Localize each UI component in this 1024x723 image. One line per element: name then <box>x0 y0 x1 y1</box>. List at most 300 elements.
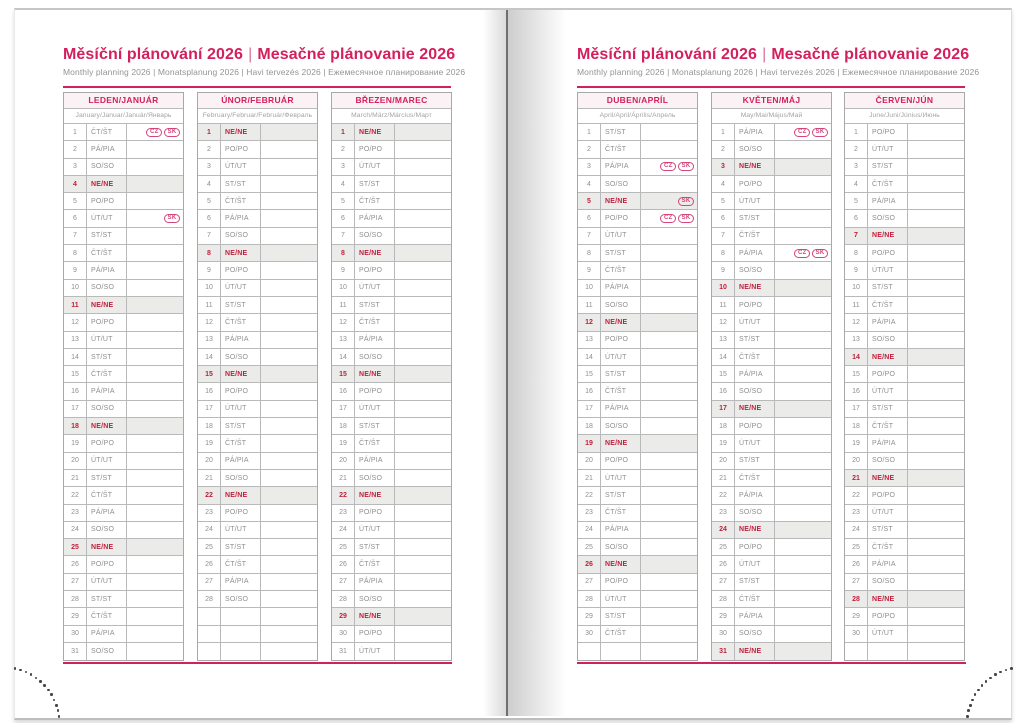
day-row-january-2 <box>64 141 183 158</box>
day-row-april-7 <box>578 228 697 245</box>
day-number: 19 <box>712 435 735 451</box>
day-row-may-17 <box>712 401 831 418</box>
day-row-february-21 <box>198 470 317 487</box>
day-name: ČT/ŠT <box>221 556 261 572</box>
day-name: ČT/ŠT <box>87 487 127 503</box>
day-number: 23 <box>198 505 221 521</box>
notes-cell <box>641 556 697 572</box>
perforation-dot <box>58 715 61 718</box>
day-name: NE/NE <box>221 245 261 261</box>
day-row-march-11 <box>332 297 451 314</box>
day-row-april-28 <box>578 591 697 608</box>
day-name: SO/SO <box>868 453 908 469</box>
day-row-february-15 <box>198 366 317 383</box>
day-number: 20 <box>712 453 735 469</box>
month-table-february <box>197 92 318 661</box>
day-number: 9 <box>64 262 87 278</box>
day-number: 29 <box>578 608 601 624</box>
day-number: 15 <box>712 366 735 382</box>
notes-cell <box>641 262 697 278</box>
day-number: 11 <box>332 297 355 313</box>
page-title <box>63 46 456 64</box>
notes-cell <box>261 470 317 486</box>
notes-cell <box>775 366 831 382</box>
day-name: PÁ/PIA <box>87 383 127 399</box>
day-number: 25 <box>712 539 735 555</box>
day-number: 12 <box>712 314 735 330</box>
day-number: 7 <box>578 228 601 244</box>
day-number: 16 <box>64 383 87 399</box>
day-name: PÁ/PIA <box>868 193 908 209</box>
day-row-april-2 <box>578 141 697 158</box>
day-row-empty <box>198 643 317 660</box>
day-name: ÚT/UT <box>868 262 908 278</box>
day-row-april-6 <box>578 210 697 227</box>
day-row-february-14 <box>198 349 317 366</box>
day-name: ČT/ŠT <box>601 141 641 157</box>
day-row-march-8 <box>332 245 451 262</box>
day-number: 4 <box>845 176 868 192</box>
day-row-february-19 <box>198 435 317 452</box>
day-number: 5 <box>332 193 355 209</box>
notes-cell <box>395 626 451 642</box>
day-row-march-10 <box>332 280 451 297</box>
notes-cell <box>775 349 831 365</box>
day-row-january-6 <box>64 210 183 227</box>
notes-cell <box>261 349 317 365</box>
day-number: 28 <box>845 591 868 607</box>
day-number: 2 <box>332 141 355 157</box>
day-number: 15 <box>845 366 868 382</box>
day-name: SO/SO <box>735 626 775 642</box>
day-name: PÁ/PIA <box>221 210 261 226</box>
day-number: 4 <box>578 176 601 192</box>
day-number: 1 <box>578 124 601 140</box>
day-row-april-22 <box>578 487 697 504</box>
day-name: PO/PO <box>221 383 261 399</box>
day-number: 6 <box>578 210 601 226</box>
notes-cell <box>261 505 317 521</box>
day-name: PÁ/PIA <box>735 487 775 503</box>
day-row-january-16 <box>64 383 183 400</box>
day-row-april-25 <box>578 539 697 556</box>
day-row-february-16 <box>198 383 317 400</box>
title-czech: Měsíční plánování 2026 <box>577 46 758 63</box>
day-row-empty <box>578 643 697 660</box>
page-right <box>507 10 1011 716</box>
day-name: ČT/ŠT <box>735 591 775 607</box>
day-name: ST/ST <box>601 487 641 503</box>
title-rule <box>63 86 451 88</box>
day-name: PÁ/PIA <box>221 332 261 348</box>
day-number: 8 <box>198 245 221 261</box>
day-number: 2 <box>712 141 735 157</box>
day-row-january-3 <box>64 159 183 176</box>
day-row-june-6 <box>845 210 964 227</box>
day-name: PO/PO <box>355 626 395 642</box>
day-number: 27 <box>332 574 355 590</box>
day-number: 12 <box>845 314 868 330</box>
day-name: PÁ/PIA <box>355 210 395 226</box>
notes-cell <box>775 141 831 157</box>
day-number: 18 <box>578 418 601 434</box>
day-name: ST/ST <box>355 418 395 434</box>
day-name: PÁ/PIA <box>735 124 775 140</box>
notes-cell <box>261 297 317 313</box>
day-number: 27 <box>845 574 868 590</box>
notes-cell <box>641 470 697 486</box>
day-row-april-21 <box>578 470 697 487</box>
day-number: 3 <box>578 159 601 175</box>
notes-cell <box>395 314 451 330</box>
day-number <box>845 643 868 660</box>
page-left <box>15 10 507 716</box>
month-subheader: February/Februar/Február/Февраль <box>198 109 317 124</box>
notes-cell <box>395 522 451 538</box>
day-number: 25 <box>332 539 355 555</box>
day-number: 23 <box>578 505 601 521</box>
day-name: ÚT/UT <box>735 435 775 451</box>
day-number: 27 <box>712 574 735 590</box>
notes-cell <box>127 539 183 555</box>
day-row-may-23 <box>712 505 831 522</box>
day-row-may-20 <box>712 453 831 470</box>
gutter-shadow-left <box>483 10 506 716</box>
day-row-january-28 <box>64 591 183 608</box>
day-name: ST/ST <box>601 608 641 624</box>
day-name: ÚT/UT <box>601 349 641 365</box>
day-number: 30 <box>712 626 735 642</box>
notes-cell <box>261 176 317 192</box>
day-number: 16 <box>332 383 355 399</box>
day-name: ČT/ŠT <box>601 383 641 399</box>
day-name: NE/NE <box>221 366 261 382</box>
day-number: 7 <box>64 228 87 244</box>
holiday-badge-cz: CZ <box>146 128 162 137</box>
day-row-june-22 <box>845 487 964 504</box>
day-name: ČT/ŠT <box>87 124 127 140</box>
day-row-june-30 <box>845 626 964 643</box>
notes-cell <box>261 159 317 175</box>
month-body <box>198 124 317 660</box>
day-name: PÁ/PIA <box>601 280 641 296</box>
day-name: PÁ/PIA <box>87 626 127 642</box>
day-name: ÚT/UT <box>87 332 127 348</box>
notes-cell <box>908 193 964 209</box>
month-table-april <box>577 92 698 661</box>
day-name: ÚT/UT <box>355 280 395 296</box>
day-name: PÁ/PIA <box>868 314 908 330</box>
day-number: 23 <box>712 505 735 521</box>
day-row-april-19 <box>578 435 697 452</box>
day-row-january-31 <box>64 643 183 660</box>
day-row-march-16 <box>332 383 451 400</box>
day-name: ČT/ŠT <box>868 418 908 434</box>
day-number: 2 <box>845 141 868 157</box>
day-row-january-23 <box>64 505 183 522</box>
day-number: 26 <box>198 556 221 572</box>
day-name: SO/SO <box>601 176 641 192</box>
day-number: 17 <box>845 401 868 417</box>
day-row-april-17 <box>578 401 697 418</box>
day-row-january-1 <box>64 124 183 141</box>
day-row-may-22 <box>712 487 831 504</box>
notes-cell <box>127 314 183 330</box>
day-name: SO/SO <box>87 643 127 660</box>
day-row-february-13 <box>198 332 317 349</box>
day-number: 10 <box>332 280 355 296</box>
notes-cell <box>395 401 451 417</box>
day-number: 18 <box>198 418 221 434</box>
day-name: ÚT/UT <box>601 470 641 486</box>
notes-cell <box>641 141 697 157</box>
notes-cell <box>261 401 317 417</box>
notes-cell <box>641 366 697 382</box>
day-name: PÁ/PIA <box>601 401 641 417</box>
day-row-june-8 <box>845 245 964 262</box>
day-name: ST/ST <box>601 366 641 382</box>
notes-cell <box>908 332 964 348</box>
day-name: PÁ/PIA <box>355 332 395 348</box>
notes-cell <box>127 487 183 503</box>
notes-cell <box>395 332 451 348</box>
notes-cell <box>908 608 964 624</box>
day-name: ST/ST <box>735 332 775 348</box>
notes-cell <box>908 539 964 555</box>
day-name: PÁ/PIA <box>868 435 908 451</box>
day-number: 19 <box>198 435 221 451</box>
day-row-may-1 <box>712 124 831 141</box>
day-name: PO/PO <box>87 193 127 209</box>
day-name: PÁ/PIA <box>735 245 775 261</box>
notes-cell <box>908 453 964 469</box>
day-number: 20 <box>332 453 355 469</box>
day-number: 28 <box>578 591 601 607</box>
day-row-may-10 <box>712 280 831 297</box>
notes-cell <box>395 280 451 296</box>
day-number: 29 <box>332 608 355 624</box>
day-name: NE/NE <box>87 176 127 192</box>
day-name: PÁ/PIA <box>87 262 127 278</box>
day-row-april-1 <box>578 124 697 141</box>
notes-cell <box>641 280 697 296</box>
notes-cell <box>641 228 697 244</box>
day-name: NE/NE <box>355 366 395 382</box>
holiday-badge-sk: SK <box>164 214 180 223</box>
day-row-march-28 <box>332 591 451 608</box>
day-number: 14 <box>845 349 868 365</box>
notes-cell <box>261 487 317 503</box>
notes-cell <box>395 176 451 192</box>
day-number <box>198 643 221 660</box>
day-number: 10 <box>198 280 221 296</box>
day-number: 27 <box>578 574 601 590</box>
day-number: 3 <box>712 159 735 175</box>
day-name: NE/NE <box>221 487 261 503</box>
day-name <box>221 608 261 624</box>
day-row-june-21 <box>845 470 964 487</box>
day-number: 18 <box>845 418 868 434</box>
notes-cell <box>775 124 831 140</box>
day-name: ÚT/UT <box>735 193 775 209</box>
title-separator: | <box>248 46 253 63</box>
day-name: SO/SO <box>735 141 775 157</box>
day-row-june-20 <box>845 453 964 470</box>
day-number: 9 <box>845 262 868 278</box>
day-number: 2 <box>198 141 221 157</box>
day-row-may-24 <box>712 522 831 539</box>
day-name: NE/NE <box>601 193 641 209</box>
day-name: ČT/ŠT <box>87 608 127 624</box>
day-number: 26 <box>845 556 868 572</box>
day-row-january-8 <box>64 245 183 262</box>
day-name: NE/NE <box>735 522 775 538</box>
notes-cell <box>395 470 451 486</box>
day-row-april-18 <box>578 418 697 435</box>
day-row-april-4 <box>578 176 697 193</box>
day-name: ÚT/UT <box>868 505 908 521</box>
day-name: ST/ST <box>735 453 775 469</box>
day-name: PO/PO <box>87 556 127 572</box>
day-name: PÁ/PIA <box>87 505 127 521</box>
day-name: ČT/ŠT <box>735 349 775 365</box>
notes-cell <box>775 522 831 538</box>
day-row-april-30 <box>578 626 697 643</box>
day-name: PO/PO <box>601 332 641 348</box>
day-row-june-5 <box>845 193 964 210</box>
day-number: 22 <box>198 487 221 503</box>
notes-cell <box>127 591 183 607</box>
day-row-empty <box>198 626 317 643</box>
day-number: 21 <box>845 470 868 486</box>
day-row-february-20 <box>198 453 317 470</box>
notes-cell <box>127 505 183 521</box>
day-name <box>868 643 908 660</box>
notes-cell <box>395 262 451 278</box>
notes-cell <box>127 176 183 192</box>
month-subheader: May/Mai/Május/Май <box>712 109 831 124</box>
day-number: 28 <box>64 591 87 607</box>
day-name: ST/ST <box>87 470 127 486</box>
notes-cell <box>641 297 697 313</box>
day-name: PÁ/PIA <box>735 366 775 382</box>
notes-cell <box>261 591 317 607</box>
day-number: 4 <box>198 176 221 192</box>
notes-cell <box>127 262 183 278</box>
day-name: ÚT/UT <box>601 591 641 607</box>
notes-cell <box>908 349 964 365</box>
day-number: 7 <box>845 228 868 244</box>
day-number: 17 <box>332 401 355 417</box>
title-slovak: Mesačné plánovanie 2026 <box>257 46 456 63</box>
notes-cell <box>261 522 317 538</box>
month-subheader: March/März/Március/Март <box>332 109 451 124</box>
day-row-april-20 <box>578 453 697 470</box>
title-block-left <box>63 46 466 77</box>
notes-cell <box>908 262 964 278</box>
day-name: SO/SO <box>87 522 127 538</box>
holiday-badge-cz: CZ <box>660 162 676 171</box>
notes-cell <box>908 124 964 140</box>
month-subheader: April/April/Április/Апрель <box>578 109 697 124</box>
notes-cell <box>261 366 317 382</box>
day-row-empty <box>198 608 317 625</box>
day-row-april-14 <box>578 349 697 366</box>
perforation-dot <box>14 667 17 670</box>
notes-cell <box>775 228 831 244</box>
day-name: PO/PO <box>221 262 261 278</box>
day-name: ST/ST <box>601 245 641 261</box>
day-row-may-4 <box>712 176 831 193</box>
day-row-may-7 <box>712 228 831 245</box>
day-row-february-3 <box>198 159 317 176</box>
perforation-dot <box>967 709 970 712</box>
day-name: ST/ST <box>355 297 395 313</box>
day-row-april-29 <box>578 608 697 625</box>
day-number: 20 <box>578 453 601 469</box>
day-number: 22 <box>578 487 601 503</box>
notes-cell <box>775 332 831 348</box>
day-name: SO/SO <box>355 228 395 244</box>
day-row-april-15 <box>578 366 697 383</box>
day-row-april-5 <box>578 193 697 210</box>
day-name: PO/PO <box>355 383 395 399</box>
day-number: 3 <box>64 159 87 175</box>
notes-cell <box>641 383 697 399</box>
day-number: 25 <box>845 539 868 555</box>
notes-cell <box>395 487 451 503</box>
day-row-march-26 <box>332 556 451 573</box>
day-row-may-28 <box>712 591 831 608</box>
day-number: 22 <box>332 487 355 503</box>
day-number: 9 <box>332 262 355 278</box>
day-number: 8 <box>64 245 87 261</box>
day-name: SO/SO <box>601 297 641 313</box>
day-number: 24 <box>578 522 601 538</box>
day-row-march-29 <box>332 608 451 625</box>
day-name: SO/SO <box>735 383 775 399</box>
holiday-badge-sk: SK <box>164 128 180 137</box>
day-number: 16 <box>198 383 221 399</box>
day-name <box>601 643 641 660</box>
day-number: 10 <box>64 280 87 296</box>
day-name: PÁ/PIA <box>355 453 395 469</box>
day-row-june-2 <box>845 141 964 158</box>
day-row-february-27 <box>198 574 317 591</box>
day-name: ČT/ŠT <box>868 297 908 313</box>
day-number: 25 <box>64 539 87 555</box>
day-name: PO/PO <box>868 608 908 624</box>
day-number: 21 <box>332 470 355 486</box>
day-name: ČT/ŠT <box>221 193 261 209</box>
notes-cell <box>641 159 697 175</box>
day-number: 15 <box>332 366 355 382</box>
day-row-january-17 <box>64 401 183 418</box>
holiday-badge-sk: SK <box>678 197 694 206</box>
day-name: ÚT/UT <box>868 141 908 157</box>
perforation-dot <box>1010 667 1013 670</box>
day-row-may-11 <box>712 297 831 314</box>
title-rule <box>577 86 965 88</box>
day-number: 13 <box>332 332 355 348</box>
day-name: SO/SO <box>87 159 127 175</box>
notes-cell <box>775 383 831 399</box>
day-row-may-15 <box>712 366 831 383</box>
day-number: 26 <box>712 556 735 572</box>
notes-cell <box>908 383 964 399</box>
day-name: ÚT/UT <box>355 159 395 175</box>
notes-cell <box>395 366 451 382</box>
